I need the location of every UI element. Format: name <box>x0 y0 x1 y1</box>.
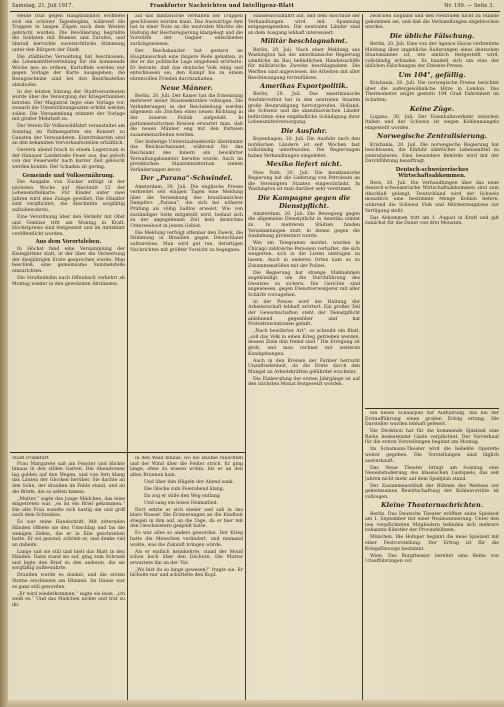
heading-militaer: Militär beschlagnahmt. <box>260 37 348 46</box>
heading-neue-maenner: Neue Männer. <box>160 83 213 92</box>
heading-exportpolitik: Amerikas Exportpolitik. <box>259 82 349 91</box>
heading-104: Um 104°, gefällig. <box>398 70 466 79</box>
column-rule <box>245 14 246 700</box>
heading-faelschung: Die übliche Fälschung. <box>389 31 475 40</box>
page-bottom-edge <box>8 700 504 707</box>
column-rule <box>362 14 363 700</box>
header-date: Samstag, 21. Juli 1917. <box>12 3 74 9</box>
column-2: auf das militärische Verhalten der Truppen geschlossen werden kann. Das Auswärtige Amt hat in einer Note an die neutralen Mächte die Haltung der Reichsregierung klargelegt und die Vorwürfe der Gegner entschieden zurückgewiesen. Der Reichskanzler hat gestern im Hauptausschuß eine längere Rede gehalten, in der er die politische Lage eingehend erörterte. Er betonte, daß das deutsche Volk einig und entschlossen sei, den Kampf bis zu einem ehrenvollen Frieden durchzuhalten. Neue Männer. Berlin, 20. Juli. Der Kaiser hat die Ernennung mehrerer neuer Staatssekretäre vollzogen. Die Veränderungen in der Reichsleitung werden allgemein als Zeichen einer neuen Richtung in der inneren Politik aufgefaßt. In parlamentarischen Kreisen erwartet man, daß die neuen Männer eng mit den Parteien zusammenarbeiten werden. Der bisherige Unterstaatssekretär übernimmt das Reichsschatzamt, während für das Reichsamt des Innern ein bewährter Verwaltungsbeamter berufen wurde. Auch im preußischen Staatsministerium stehen Veränderungen bevor. Der „Parana“-Schwindel. Amsterdam, 20. Juli. Die englische Presse verbreitet seit einigen Tagen eine Meldung über die Versenkung des brasilianischen Dampfers „Parana“, die sich bei näherer Prüfung als völlig haltlos erweist. Wie von zuständiger Seite mitgeteilt wird, befand sich zu der angegebenen Zeit kein deutsches Unterseeboot in jenem Gebiet. Die Meldung verfolgt offenbar den Zweck, die Stimmung in Brasilien gegen Deutschland aufzureizen. Man wird gut tun, derartigen Nachrichten mit größter Vorsicht zu begegnen. <box>130 14 243 253</box>
heading-mexiko: Mexiko liefert nicht. <box>266 160 342 169</box>
column-4: zwischen England und den Neutralen nicht zu Stande gekommen sei, und daß die Verhandlungen abgebrochen wurden. Die übliche Fälschung. Berlin, 20. Juli. Eine von der Agence Havas verbreitete Meldung über angebliche Äußerungen eines deutschen Staatsmannes ist, wie amtlich festgestellt wird, vollständig erfunden. Es handelt sich um eine der üblichen Fälschungen der Entente-Presse. Um 104°, gefällig. Kristiania, 20. Juli. Die norwegische Presse berichtet über die außergewöhnliche Hitze in London. Das Thermometer zeigte gestern 104 Grad Fahrenheit im Schatten. Keine Züge. Lugano, 20. Juli. Der Eisenbahnverkehr zwischen Italien und der Schweiz ist wegen Kohlenmangels eingestellt worden. Norwegische Zentralisierung. Kristiania, 20. Juli. Die norwegische Regierung hat beschlossen, die Einfuhr sämtlicher Lebensmittel zu zentralisieren. Eine besondere Behörde wird mit der Durchführung beauftragt. Deutsch-schweizerisches Wirtschaftsabkommen. Bern, 20. Juli. Die Verhandlungen über das neue deutsch-schweizerische Wirtschaftsabkommen sind zum Abschluß gelangt. Deutschland wird der Schweiz monatlich eine bestimmte Menge Kohlen liefern, während die Schweiz Vieh und Milcherzeugnisse zur Verfügung stellt. Das Abkommen tritt am 1. August in Kraft und gilt zunächst für die Dauer von drei Monaten. <box>365 14 499 227</box>
column-4-lower: ein neues Schauspiel zur Aufführung, das bei der Erstaufführung einen großen Erfolg errang. Die Darsteller wurden lebhaft gefeiert. Die Direktion hat für die kommende Spielzeit eine Reihe bedeutender Gäste verpflichtet. Der Vorverkauf für die ersten Vorstellungen beginnt am Montag. Im Schumann-Theater wird die beliebte Operette weiter gegeben. Die Vorstellungen sind täglich ausverkauft. Das Neue Theater bringt am Sonntag eine Neueinstudierung des klassischen Lustspiels, das seit Jahren nicht mehr auf dem Spielplan stand. Der Zusammenschluß der Bühnen des Westens zur gemeinsamen Bewirtschaftung der Kohlenvorräte ist vollzogen. Kleine Theaternachrichten. Berlin. Das Deutsche Theater eröffnet seine Spielzeit am 1. September mit einer Neuinszenierung. Unter den neu verpflichteten Mitgliedern befinden sich mehrere bekannte Künstler der Provinzbühnen. München. Die Hofoper beginnt die neue Spielzeit mit einer Festvorstellung. Der Ertrag ist für die Kriegsfürsorge bestimmt. Wien. Das Burgtheater bereitet eine Reihe von Uraufführungen vor. <box>365 411 499 565</box>
header-page-number: Nr. 199. — Seite 3. <box>444 3 494 9</box>
column-rule <box>127 14 128 700</box>
column-2-lower: in den Wald hinaus, wo die Bäume rauschten und der Wind über die Felder strich. Er ging lange, ohne zu wissen wohin, bis er an den alten Brunnen kam. Und über den Hügeln der Abend sank, Die Glocke zum Feierabend klang, Da zog er stille den Weg entlang Und sang ein leises Heimatlied. Dort setzte er sich nieder und sah in das klare Wasser. Die Erinnerungen an die Kindheit stiegen in ihm auf, an die Tage, da er hier mit den Geschwistern gespielt hatte. Es war alles so anders geworden. Der Krieg hatte die Menschen verändert, und niemand wußte, was die Zukunft bringen würde. Als er endlich heimkehrte, stand der Mond schon hoch über den Dächern. Die Mutter erwartete ihn an der Tür. „Wo bist du so lange gewesen?“ fragte sie. Er lächelte nur und schüttelte den Kopf. <box>130 456 243 579</box>
header-masthead: Frankfurter Nachrichten und Intelligenz-Blatt <box>150 3 295 9</box>
section-divider <box>365 408 499 409</box>
heading-ausfuhr: Die Ausfuhr. <box>281 126 327 135</box>
heading-zentral: Norwegische Zentralisierung. <box>377 132 487 141</box>
column-1-lower: Stadt Frankfurt Frau Margarete saß am Fenster und blickte hinaus in den stillen Garten. Die Abendsonne lag golden auf den Wegen, und von fern klang das Läuten der Glocken herüber. Sie dachte an den Sohn, der draußen im Felde stand, und an die Briefe, die so selten kamen. „Mutter,“ sagte das junge Mädchen, das leise eingetreten war, „es ist ein Brief gekommen.“ Die alte Frau wandte sich hastig um und griff nach dem Schreiben. Es war seine Handschrift. Mit zitternden Händen öffnete sie den Umschlag und las die wenigen Zeilen, die er in Eile geschrieben hatte. Er sei gesund, schrieb er, und denke viel an daheim. Lange saß sie still und hielt das Blatt in den Händen. Dann stand sie auf, ging zum Schrank und legte den Brief zu den anderen, die sie sorgfältig aufbewahrte. Draußen wurde es dunkel, und die ersten Sterne erschienen am Himmel. Im Hause war es ganz still geworden. „Er wird wiederkommen,“ sagte sie leise, „ich weiß es.“ Und das Mädchen nickte und trat zu ihr. <box>12 456 125 608</box>
heading-dienstpflicht: Die Kampagne gegen die Dienstpflicht. <box>257 194 351 210</box>
heading-theater: Kleine Theaternachrichten. <box>380 501 484 510</box>
label-stadt-frankfurt: Stadt Frankfurt <box>12 456 49 461</box>
page-header <box>10 2 500 12</box>
heading-parana: Der „Parana“-Schwindel. <box>140 174 233 183</box>
heading-abkommen: Deutsch-schweizerisches Wirtschaftsabkommen. <box>395 167 469 180</box>
heading-keine-zuege: Keine Züge. <box>409 104 455 113</box>
section-divider <box>10 452 245 453</box>
page-binding-edge <box>0 0 8 707</box>
column-3: Handelsschiffahrt auf, und dem Abschluß der Verhandlungen wird mit Spannung entgegengesehen. Die neutralen Länder sind an dem Ausgang lebhaft interessiert. Militär beschlagnahmt. Berlin, 20. Juli. Nach einer Meldung aus Washington hat die amerikanische Regierung sämtliche im Bau befindlichen Handelsschiffe für militärische Zwecke beschlagnahmt. Die Werften sind angewiesen, die Arbeiten mit aller Beschleunigung fortzuführen. Amerikas Exportpolitik. Berlin, 20. Juli. Das amerikanische Ausfuhrverbot hat in den neutralen Staaten große Beunruhigung hervorgerufen. Holland, die Schweiz und die skandinavischen Länder befürchten eine empfindliche Schädigung ihrer Lebensmittelversorgung. Die Ausfuhr. Kopenhagen, 20. Juli. Die Ausfuhr nach den nordischen Ländern ist seit Wochen fast vollständig unterbunden. Die Regierungen haben Verhandlungen eingeleitet. Mexiko liefert nicht. New York, 20. Juli. Die mexikanische Regierung hat die Lieferung von Petroleum an die Vereinigten Staaten eingeschränkt. In Washington ist man darüber sehr verstimmt. Die Kampagne gegen die Dienstpflicht. Amsterdam, 20. Juli. Die Bewegung gegen die allgemeine Dienstpflicht in Amerika nimmt zu. In mehreren Städten fanden Versammlungen statt, in denen gegen die Aushebung protestiert wurde. Wie ein Telegramm meldet, wurden in Chicago zahlreiche Personen verhaftet, die sich weigerten, sich in die Listen eintragen zu lassen. Auch in anderen Orten kam es zu Zusammenstößen mit der Polizei. Die Regierung hat strenge Maßnahmen angekündigt, um die Durchführung des Gesetzes zu sichern. Die Gerichte sind angewiesen, gegen Dienstverweigerer mit aller Schärfe vorzugehen. In der Presse wird die Haltung der Arbeiterschaft lebhaft erörtert. Ein großer Teil der Gewerkschaften steht der Dienstpflicht ablehnend gegenüber und hat Protestresolutionen gefaßt. „Nach bewährter Art“, so schreibt ein Blatt, „soll das Volk in einen Krieg getrieben werden, dessen Ziele ihm fremd sind.“ Die Erregung ist groß, und man rechnet mit weiteren Kundgebungen. Auch in den Kreisen der Farmer herrscht Unzufriedenheit, da die Ernte durch den Mangel an Arbeitskräften gefährdet erscheint. Die Einberufung der ersten Jahrgänge ist auf den nächsten Monat festgesetzt worden. <box>248 14 360 388</box>
column-1: Heute früh gegen Hauptbahnhof eröffnete sich ein schöner Tagesbeginn, während die Truppen in langen Zügen nach dem Westen gebracht wurden. Die Bevölkerung begrüßte die Soldaten mit Blumen und Zurufen, und überall herrschte zuversichtliche Stimmung unter den Bürgern der Stadt. Die städtische Verwaltung hat beschlossen, die Lebensmittelverteilung für die kommende Woche neu zu ordnen. Kartoffeln werden nur gegen Vorlage der Karte ausgegeben; die Bezugsscheine sind bei den Bezirksstellen abzuholen. In der letzten Sitzung der Stadtverordneten wurde über die Versorgung der Kriegerfamilien beraten. Der Magistrat legte eine Vorlage vor, wonach die Unterstützungssätze erhöht werden sollen. Die Versammlung stimmte der Vorlage mit großer Mehrheit zu. Der Verein für Volkswohlfahrt veranstaltet am Sonntag im Palmengarten ein Konzert zu Gunsten der Verwundeten. Eintrittskarten sind an den bekannten Vorverkaufsstellen erhältlich. Gestern abend brach in einem Lagerraum in der Hanauer Landstraße Feuer aus, das jedoch von der Feuerwehr nach kurzer Zeit gelöscht werden konnte. Der Schaden ist gering. Gemeinde und Volksernährung. Die Ausgabe von Zucker erfolgt in der nächsten Woche auf Abschnitt 12 der Lebensmittelkarte. Für Kinder unter zwei Jahren wird eine Zulage gewährt. Die Händler sind verpflichtet, die Abschnitte sorgfältig aufzubewahren. Eine Verordnung über den Verkehr mit Obst und Gemüse tritt am Montag in Kraft. Höchstpreise sind festgesetzt und im Amtsblatt veröffentlicht worden. Aus dem Vorortsleben. In Höchst fand eine Versammlung der Kleingärtner statt, in der über die Verwertung der diesjährigen Ernte gesprochen wurde. Man beschloß, eine gemeinsame Sammelstelle einzurichten. Die Straßenbahn nach Offenbach verkehrt ab Montag wieder in den gewohnten Abständen. <box>12 14 125 287</box>
